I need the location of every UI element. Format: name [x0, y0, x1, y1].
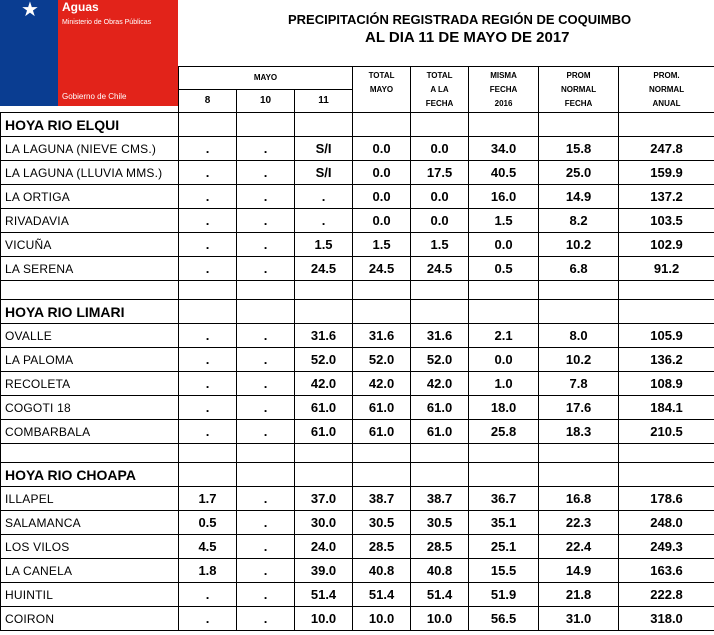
- cell-d8: .: [179, 607, 237, 631]
- cell-d11: 61.0: [295, 420, 353, 444]
- cell-d8: 1.7: [179, 487, 237, 511]
- empty-cell: [411, 444, 469, 463]
- station-name: OVALLE: [1, 324, 179, 348]
- header-misma-l3: 2016: [494, 98, 513, 108]
- station-name: LOS VILOS: [1, 535, 179, 559]
- empty-cell: [539, 444, 619, 463]
- cell-misma-2016: 34.0: [469, 137, 539, 161]
- table-row: [1, 607, 714, 631]
- cell-prom-fecha: 22.4: [539, 535, 619, 559]
- cell-prom-anual: 108.9: [619, 372, 714, 396]
- header-row-1: [1, 67, 714, 90]
- table-row: [1, 324, 714, 348]
- cell-total-mayo: 0.0: [353, 137, 411, 161]
- empty-cell: [411, 463, 469, 487]
- empty-cell: [295, 463, 353, 487]
- cell-misma-2016: 2.1: [469, 324, 539, 348]
- cell-prom-fecha: 7.8: [539, 372, 619, 396]
- empty-cell: [619, 113, 714, 137]
- table-row: [1, 233, 714, 257]
- cell-d8: .: [179, 209, 237, 233]
- logo-ministry: Ministerio de Obras Públicas: [62, 19, 152, 26]
- cell-prom-fecha: 14.9: [539, 559, 619, 583]
- header-total-fecha-l3: FECHA: [425, 98, 454, 108]
- cell-prom-anual: 249.3: [619, 535, 714, 559]
- empty-cell: [619, 281, 714, 300]
- table-row: [1, 535, 714, 559]
- cell-d10: .: [237, 372, 295, 396]
- cell-d11: 37.0: [295, 487, 353, 511]
- cell-prom-fecha: 14.9: [539, 185, 619, 209]
- empty-cell: [539, 463, 619, 487]
- page-subtitle: AL DIA 11 DE MAYO DE 2017: [365, 29, 570, 46]
- cell-d11: S/I: [295, 161, 353, 185]
- basin-name: HOYA RIO LIMARI: [1, 300, 179, 324]
- station-name: LA LAGUNA (NIEVE CMS.): [1, 137, 179, 161]
- header-misma-l2: FECHA: [489, 84, 518, 94]
- cell-total-fecha: 30.5: [411, 511, 469, 535]
- cell-d8: .: [179, 348, 237, 372]
- cell-total-fecha: 38.7: [411, 487, 469, 511]
- cell-d8: .: [179, 185, 237, 209]
- cell-total-fecha: 17.5: [411, 161, 469, 185]
- basin-name: HOYA RIO ELQUI: [1, 113, 179, 137]
- cell-d8: .: [179, 372, 237, 396]
- empty-cell: [539, 113, 619, 137]
- station-name: RECOLETA: [1, 372, 179, 396]
- cell-d11: 24.5: [295, 257, 353, 281]
- cell-prom-anual: 184.1: [619, 396, 714, 420]
- page-title: PRECIPITACIÓN REGISTRADA REGIÓN DE COQUIMBO: [288, 12, 632, 27]
- empty-cell: [469, 444, 539, 463]
- cell-d10: .: [237, 420, 295, 444]
- cell-total-mayo: 28.5: [353, 535, 411, 559]
- cell-misma-2016: 1.0: [469, 372, 539, 396]
- cell-d10: .: [237, 511, 295, 535]
- cell-total-mayo: 0.0: [353, 185, 411, 209]
- cell-total-fecha: 61.0: [411, 420, 469, 444]
- cell-d8: .: [179, 257, 237, 281]
- cell-d11: 39.0: [295, 559, 353, 583]
- cell-prom-anual: 102.9: [619, 233, 714, 257]
- cell-total-mayo: 42.0: [353, 372, 411, 396]
- cell-prom-fecha: 25.0: [539, 161, 619, 185]
- cell-d11: 30.0: [295, 511, 353, 535]
- cell-d10: .: [237, 161, 295, 185]
- empty-cell: [469, 113, 539, 137]
- cell-d8: .: [179, 137, 237, 161]
- cell-prom-anual: 103.5: [619, 209, 714, 233]
- empty-cell: [411, 281, 469, 300]
- header-spacer-2: [1, 90, 179, 113]
- cell-misma-2016: 36.7: [469, 487, 539, 511]
- cell-d11: 61.0: [295, 396, 353, 420]
- cell-prom-fecha: 10.2: [539, 348, 619, 372]
- empty-cell: [353, 281, 411, 300]
- basin-row: [1, 113, 714, 137]
- cell-d8: .: [179, 324, 237, 348]
- cell-d11: S/I: [295, 137, 353, 161]
- station-name: COMBARBALA: [1, 420, 179, 444]
- basin-row: [1, 463, 714, 487]
- cell-prom-fecha: 8.0: [539, 324, 619, 348]
- cell-total-mayo: 61.0: [353, 396, 411, 420]
- empty-cell: [295, 281, 353, 300]
- cell-prom-anual: 222.8: [619, 583, 714, 607]
- cell-total-fecha: 40.8: [411, 559, 469, 583]
- cell-misma-2016: 16.0: [469, 185, 539, 209]
- cell-misma-2016: 1.5: [469, 209, 539, 233]
- cell-total-mayo: 0.0: [353, 209, 411, 233]
- cell-prom-anual: 247.8: [619, 137, 714, 161]
- station-name: ILLAPEL: [1, 487, 179, 511]
- cell-total-mayo: 30.5: [353, 511, 411, 535]
- cell-d11: 24.0: [295, 535, 353, 559]
- precipitation-table: [0, 66, 714, 631]
- cell-d10: .: [237, 583, 295, 607]
- cell-d10: .: [237, 348, 295, 372]
- cell-total-fecha: 28.5: [411, 535, 469, 559]
- cell-d10: .: [237, 233, 295, 257]
- station-name: VICUÑA: [1, 233, 179, 257]
- table-row: [1, 161, 714, 185]
- cell-misma-2016: 25.1: [469, 535, 539, 559]
- header-prom-fecha-l3: FECHA: [564, 98, 593, 108]
- station-name: HUINTIL: [1, 583, 179, 607]
- cell-prom-fecha: 16.8: [539, 487, 619, 511]
- cell-misma-2016: 40.5: [469, 161, 539, 185]
- cell-d10: .: [237, 209, 295, 233]
- cell-d8: 0.5: [179, 511, 237, 535]
- table-row: [1, 511, 714, 535]
- cell-d10: .: [237, 137, 295, 161]
- empty-cell: [1, 444, 179, 463]
- cell-prom-anual: 91.2: [619, 257, 714, 281]
- cell-d11: 1.5: [295, 233, 353, 257]
- cell-total-mayo: 52.0: [353, 348, 411, 372]
- table-row: [1, 420, 714, 444]
- header-prom-anual: [619, 67, 714, 113]
- table-row: [1, 257, 714, 281]
- table-row: [1, 396, 714, 420]
- empty-cell: [411, 300, 469, 324]
- cell-total-fecha: 42.0: [411, 372, 469, 396]
- cell-total-fecha: 31.6: [411, 324, 469, 348]
- cell-misma-2016: 0.0: [469, 233, 539, 257]
- cell-d8: .: [179, 396, 237, 420]
- cell-d8: .: [179, 161, 237, 185]
- cell-prom-anual: 318.0: [619, 607, 714, 631]
- cell-prom-anual: 137.2: [619, 185, 714, 209]
- empty-cell: [1, 281, 179, 300]
- empty-cell: [353, 444, 411, 463]
- table-row: [1, 185, 714, 209]
- station-name: LA LAGUNA (LLUVIA MMS.): [1, 161, 179, 185]
- table-row: [1, 137, 714, 161]
- cell-d10: .: [237, 607, 295, 631]
- station-name: COIRON: [1, 607, 179, 631]
- empty-cell: [237, 113, 295, 137]
- cell-prom-fecha: 15.8: [539, 137, 619, 161]
- empty-cell: [539, 281, 619, 300]
- cell-d8: .: [179, 420, 237, 444]
- cell-total-mayo: 31.6: [353, 324, 411, 348]
- empty-cell: [179, 444, 237, 463]
- empty-cell: [353, 463, 411, 487]
- header-misma-fecha: [469, 67, 539, 113]
- header-day-8: 8: [179, 90, 237, 113]
- empty-cell: [237, 300, 295, 324]
- cell-d8: .: [179, 233, 237, 257]
- cell-d10: .: [237, 257, 295, 281]
- empty-cell: [469, 463, 539, 487]
- cell-prom-fecha: 8.2: [539, 209, 619, 233]
- table-row: [1, 372, 714, 396]
- empty-cell: [295, 113, 353, 137]
- cell-misma-2016: 0.0: [469, 348, 539, 372]
- cell-misma-2016: 25.8: [469, 420, 539, 444]
- cell-d10: .: [237, 535, 295, 559]
- header-day-11: 11: [295, 90, 353, 113]
- header-prom-fecha-l2: NORMAL: [560, 84, 597, 94]
- cell-d11: .: [295, 185, 353, 209]
- header-total-mayo-l1: TOTAL: [368, 70, 395, 80]
- station-name: RIVADAVIA: [1, 209, 179, 233]
- empty-cell: [295, 444, 353, 463]
- cell-misma-2016: 56.5: [469, 607, 539, 631]
- cell-total-mayo: 10.0: [353, 607, 411, 631]
- header-total-mayo-l2: MAYO: [369, 84, 394, 94]
- station-name: COGOTI 18: [1, 396, 179, 420]
- cell-prom-anual: 163.6: [619, 559, 714, 583]
- cell-total-fecha: 10.0: [411, 607, 469, 631]
- cell-prom-fecha: 17.6: [539, 396, 619, 420]
- separator-row: [1, 281, 714, 300]
- empty-cell: [353, 300, 411, 324]
- station-name: SALAMANCA: [1, 511, 179, 535]
- station-name: LA CANELA: [1, 559, 179, 583]
- cell-total-fecha: 52.0: [411, 348, 469, 372]
- cell-d8: 1.8: [179, 559, 237, 583]
- cell-prom-fecha: 6.8: [539, 257, 619, 281]
- header-mayo: MAYO: [179, 67, 353, 90]
- cell-prom-anual: 178.6: [619, 487, 714, 511]
- cell-total-mayo: 61.0: [353, 420, 411, 444]
- empty-cell: [179, 300, 237, 324]
- empty-cell: [179, 281, 237, 300]
- cell-d11: 42.0: [295, 372, 353, 396]
- empty-cell: [237, 463, 295, 487]
- header-day-10: 10: [237, 90, 295, 113]
- cell-d8: 4.5: [179, 535, 237, 559]
- empty-cell: [353, 113, 411, 137]
- cell-misma-2016: 0.5: [469, 257, 539, 281]
- separator-row: [1, 444, 714, 463]
- cell-total-mayo: 0.0: [353, 161, 411, 185]
- cell-total-fecha: 0.0: [411, 137, 469, 161]
- header-spacer: [1, 67, 179, 90]
- cell-prom-anual: 159.9: [619, 161, 714, 185]
- cell-total-mayo: 51.4: [353, 583, 411, 607]
- empty-cell: [179, 113, 237, 137]
- empty-cell: [469, 300, 539, 324]
- cell-prom-fecha: 22.3: [539, 511, 619, 535]
- cell-total-fecha: 0.0: [411, 185, 469, 209]
- cell-total-mayo: 38.7: [353, 487, 411, 511]
- table-row: [1, 487, 714, 511]
- cell-d10: .: [237, 487, 295, 511]
- empty-cell: [619, 300, 714, 324]
- cell-total-fecha: 24.5: [411, 257, 469, 281]
- cell-d11: 10.0: [295, 607, 353, 631]
- cell-total-fecha: 0.0: [411, 209, 469, 233]
- cell-misma-2016: 18.0: [469, 396, 539, 420]
- cell-total-mayo: 40.8: [353, 559, 411, 583]
- cell-d11: .: [295, 209, 353, 233]
- empty-cell: [237, 281, 295, 300]
- empty-cell: [469, 281, 539, 300]
- header-misma-l1: MISMA: [490, 70, 517, 80]
- cell-d10: .: [237, 185, 295, 209]
- station-name: LA SERENA: [1, 257, 179, 281]
- cell-total-mayo: 1.5: [353, 233, 411, 257]
- cell-total-fecha: 61.0: [411, 396, 469, 420]
- cell-prom-anual: 136.2: [619, 348, 714, 372]
- station-name: LA ORTIGA: [1, 185, 179, 209]
- header-prom-anual-l3: ANUAL: [652, 98, 681, 108]
- cell-total-fecha: 51.4: [411, 583, 469, 607]
- header-total-fecha: [411, 67, 469, 113]
- cell-misma-2016: 51.9: [469, 583, 539, 607]
- header-total-fecha-l1: TOTAL: [426, 70, 453, 80]
- empty-cell: [295, 300, 353, 324]
- cell-d8: .: [179, 583, 237, 607]
- cell-d10: .: [237, 324, 295, 348]
- cell-prom-fecha: 10.2: [539, 233, 619, 257]
- header-prom-anual-l1: PROM.: [653, 70, 680, 80]
- cell-d10: .: [237, 559, 295, 583]
- cell-total-mayo: 24.5: [353, 257, 411, 281]
- header-prom-fecha: [539, 67, 619, 113]
- empty-cell: [411, 113, 469, 137]
- station-name: LA PALOMA: [1, 348, 179, 372]
- table-row: [1, 348, 714, 372]
- empty-cell: [619, 444, 714, 463]
- cell-misma-2016: 15.5: [469, 559, 539, 583]
- cell-d11: 51.4: [295, 583, 353, 607]
- cell-prom-fecha: 21.8: [539, 583, 619, 607]
- empty-cell: [539, 300, 619, 324]
- cell-d11: 52.0: [295, 348, 353, 372]
- table-row: [1, 559, 714, 583]
- cell-total-fecha: 1.5: [411, 233, 469, 257]
- header-total-fecha-l2: A LA: [430, 84, 449, 94]
- table-row: [1, 583, 714, 607]
- header-prom-anual-l2: NORMAL: [648, 84, 685, 94]
- cell-misma-2016: 35.1: [469, 511, 539, 535]
- cell-d10: .: [237, 396, 295, 420]
- logo-government: Gobierno de Chile: [62, 92, 127, 101]
- cell-prom-anual: 210.5: [619, 420, 714, 444]
- empty-cell: [237, 444, 295, 463]
- header-prom-fecha-l1: PROM: [566, 70, 591, 80]
- cell-d11: 31.6: [295, 324, 353, 348]
- empty-cell: [619, 463, 714, 487]
- empty-cell: [179, 463, 237, 487]
- logo-agency: Aguas: [62, 0, 99, 14]
- star-icon: ★: [21, 0, 39, 21]
- cell-prom-anual: 105.9: [619, 324, 714, 348]
- cell-prom-fecha: 18.3: [539, 420, 619, 444]
- cell-prom-anual: 248.0: [619, 511, 714, 535]
- basin-row: [1, 300, 714, 324]
- table-row: [1, 209, 714, 233]
- basin-name: HOYA RIO CHOAPA: [1, 463, 179, 487]
- header-total-mayo: [353, 67, 411, 113]
- cell-prom-fecha: 31.0: [539, 607, 619, 631]
